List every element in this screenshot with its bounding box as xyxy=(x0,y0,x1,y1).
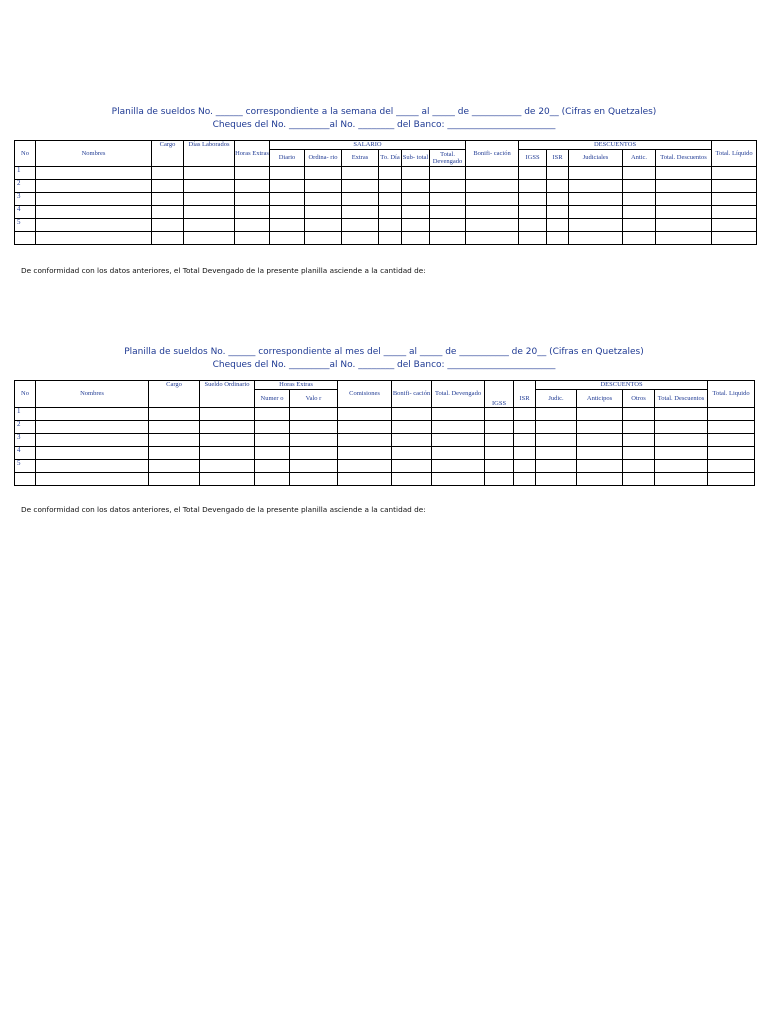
table-cell[interactable] xyxy=(402,206,430,219)
table-cell[interactable] xyxy=(432,473,485,486)
table-cell[interactable] xyxy=(149,460,200,473)
table-row xyxy=(15,460,755,473)
table-cell[interactable] xyxy=(466,206,519,219)
table-cell[interactable] xyxy=(655,460,708,473)
table-cell[interactable] xyxy=(656,193,712,206)
table-cell[interactable] xyxy=(36,460,149,473)
table-cell[interactable] xyxy=(547,219,569,232)
table-cell[interactable] xyxy=(430,180,466,193)
table-cell[interactable] xyxy=(712,167,757,180)
table-cell[interactable] xyxy=(514,473,536,486)
table-cell[interactable] xyxy=(430,193,466,206)
table-cell[interactable] xyxy=(290,460,338,473)
table-cell[interactable] xyxy=(305,193,342,206)
table-cell[interactable] xyxy=(379,206,402,219)
header-judic: Judic. xyxy=(536,390,577,408)
table-cell[interactable] xyxy=(342,167,379,180)
table-cell[interactable] xyxy=(255,408,290,421)
table-cell[interactable] xyxy=(623,460,655,473)
table-cell[interactable] xyxy=(485,421,514,434)
row-number xyxy=(15,473,36,486)
table-cell[interactable] xyxy=(623,421,655,434)
table-cell[interactable] xyxy=(547,232,569,245)
header-antic: Antic. xyxy=(623,150,656,167)
table-cell[interactable] xyxy=(392,408,432,421)
table-cell[interactable] xyxy=(569,180,623,193)
row-number: 1 xyxy=(15,408,36,421)
table-cell[interactable] xyxy=(432,434,485,447)
table-cell[interactable] xyxy=(708,473,755,486)
table-cell[interactable] xyxy=(623,206,656,219)
table-cell[interactable] xyxy=(656,167,712,180)
form1-table-body xyxy=(15,167,757,245)
table-cell[interactable] xyxy=(623,232,656,245)
table-cell[interactable] xyxy=(379,219,402,232)
header-descuentos-group: DESCUENTOS xyxy=(536,381,708,390)
table-cell[interactable] xyxy=(305,167,342,180)
table-cell[interactable] xyxy=(655,421,708,434)
header-total-liquido: Total. Liquido xyxy=(708,381,755,408)
table-cell[interactable] xyxy=(290,421,338,434)
table-cell[interactable] xyxy=(270,167,305,180)
header-nombres: Nombres xyxy=(36,381,149,408)
table-cell[interactable] xyxy=(36,408,149,421)
header-dias-laborados: Días Laborados xyxy=(184,141,235,167)
table-cell[interactable] xyxy=(338,434,392,447)
table-cell[interactable] xyxy=(270,232,305,245)
table-cell[interactable] xyxy=(514,434,536,447)
table-cell[interactable] xyxy=(392,421,432,434)
table-cell[interactable] xyxy=(466,219,519,232)
header-cargo: Cargo xyxy=(149,381,200,408)
table-row xyxy=(15,193,757,206)
table-cell[interactable] xyxy=(712,180,757,193)
row-number: 5 xyxy=(15,219,36,232)
table-cell[interactable] xyxy=(569,232,623,245)
table-cell[interactable] xyxy=(305,232,342,245)
header-bonificacion: Bonifi- cación xyxy=(392,381,432,408)
table-cell[interactable] xyxy=(577,434,623,447)
form1-note: De conformidad con los datos anteriores, el Total Devengado de la presente planilla asciende a la cantidad de: xyxy=(21,266,426,275)
table-cell[interactable] xyxy=(655,473,708,486)
table-cell[interactable] xyxy=(338,408,392,421)
table-cell[interactable] xyxy=(235,167,270,180)
table-cell[interactable] xyxy=(402,167,430,180)
table-cell[interactable] xyxy=(519,219,547,232)
table-cell[interactable] xyxy=(519,180,547,193)
table-cell[interactable] xyxy=(342,232,379,245)
table-cell[interactable] xyxy=(569,206,623,219)
table-row xyxy=(15,206,757,219)
table-cell[interactable] xyxy=(712,219,757,232)
table-cell[interactable] xyxy=(569,219,623,232)
table-cell[interactable] xyxy=(485,473,514,486)
table-cell[interactable] xyxy=(623,473,655,486)
table-cell[interactable] xyxy=(402,219,430,232)
form2-table xyxy=(14,380,755,486)
table-cell[interactable] xyxy=(338,421,392,434)
table-cell[interactable] xyxy=(623,219,656,232)
table-row xyxy=(15,232,757,245)
table-cell[interactable] xyxy=(255,434,290,447)
header-igss: IGSS xyxy=(519,150,547,167)
table-cell[interactable] xyxy=(656,180,712,193)
table-cell[interactable] xyxy=(577,408,623,421)
table-cell[interactable] xyxy=(149,434,200,447)
header-isr: ISR xyxy=(514,390,536,408)
header-total-devengado: Total. Devengado xyxy=(432,381,485,408)
table-cell[interactable] xyxy=(655,408,708,421)
table-cell[interactable] xyxy=(514,421,536,434)
table-cell[interactable] xyxy=(485,447,514,460)
table-cell[interactable] xyxy=(338,473,392,486)
table-cell[interactable] xyxy=(342,206,379,219)
form2-title-line1: Planilla de sueldos No. ______ correspondiente al mes del _____ al _____ de ___________ de 20__ (Cifras en Quetzales) xyxy=(124,347,644,357)
table-cell[interactable] xyxy=(623,447,655,460)
table-cell[interactable] xyxy=(305,180,342,193)
table-cell[interactable] xyxy=(577,421,623,434)
table-row xyxy=(15,447,755,460)
table-cell[interactable] xyxy=(430,167,466,180)
table-cell[interactable] xyxy=(536,460,577,473)
table-cell[interactable] xyxy=(712,206,757,219)
table-cell[interactable] xyxy=(656,206,712,219)
table-cell[interactable] xyxy=(577,460,623,473)
table-cell[interactable] xyxy=(514,460,536,473)
table-cell[interactable] xyxy=(402,193,430,206)
row-number: 1 xyxy=(15,167,36,180)
table-cell[interactable] xyxy=(392,447,432,460)
table-cell[interactable] xyxy=(485,434,514,447)
table-cell[interactable] xyxy=(430,219,466,232)
table-cell[interactable] xyxy=(392,473,432,486)
table-cell[interactable] xyxy=(514,408,536,421)
table-cell[interactable] xyxy=(402,180,430,193)
table-cell[interactable] xyxy=(379,167,402,180)
table-cell[interactable] xyxy=(402,232,430,245)
table-cell[interactable] xyxy=(536,408,577,421)
row-number: 2 xyxy=(15,180,36,193)
header-judiciales: Judiciales xyxy=(569,150,623,167)
table-cell[interactable] xyxy=(184,232,235,245)
table-row xyxy=(15,408,755,421)
table-cell[interactable] xyxy=(547,206,569,219)
table-cell[interactable] xyxy=(338,447,392,460)
table-cell[interactable] xyxy=(152,206,184,219)
table-cell[interactable] xyxy=(466,180,519,193)
header-anticipos: Anticipos xyxy=(577,390,623,408)
table-cell[interactable] xyxy=(270,219,305,232)
table-cell[interactable] xyxy=(623,193,656,206)
table-cell[interactable] xyxy=(200,447,255,460)
table-cell[interactable] xyxy=(466,193,519,206)
header-no: No xyxy=(15,141,36,167)
table-cell[interactable] xyxy=(255,421,290,434)
header-descuentos-group: DESCUENTOS xyxy=(519,141,712,150)
table-cell[interactable] xyxy=(623,180,656,193)
table-cell[interactable] xyxy=(655,434,708,447)
table-cell[interactable] xyxy=(656,232,712,245)
table-cell[interactable] xyxy=(235,180,270,193)
row-number: 3 xyxy=(15,434,36,447)
header-numero: Numer o xyxy=(255,390,290,408)
header-valor: Valo r xyxy=(290,390,338,408)
table-cell[interactable] xyxy=(485,408,514,421)
table-cell[interactable] xyxy=(36,206,152,219)
table-cell[interactable] xyxy=(708,434,755,447)
table-cell[interactable] xyxy=(577,473,623,486)
header-otros: Otros xyxy=(623,390,655,408)
table-cell[interactable] xyxy=(184,193,235,206)
table-row xyxy=(15,473,755,486)
table-cell[interactable] xyxy=(270,206,305,219)
table-cell[interactable] xyxy=(392,460,432,473)
table-cell[interactable] xyxy=(342,180,379,193)
table-cell[interactable] xyxy=(569,167,623,180)
table-cell[interactable] xyxy=(712,193,757,206)
form1-title-line1: Planilla de sueldos No. ______ correspondiente a la semana del _____ al _____ de ___________ de 20__ (Cifras en Quetzales) xyxy=(111,107,657,117)
table-cell[interactable] xyxy=(149,421,200,434)
header-ordinario: Ordina- rio xyxy=(305,150,342,167)
form2-title-line2: Cheques del No. _________al No. ________ del Banco: ________________________ xyxy=(212,360,556,370)
table-cell[interactable] xyxy=(235,219,270,232)
table-cell[interactable] xyxy=(152,193,184,206)
table-cell[interactable] xyxy=(184,219,235,232)
table-cell[interactable] xyxy=(379,193,402,206)
table-cell[interactable] xyxy=(519,232,547,245)
table-cell[interactable] xyxy=(184,180,235,193)
table-cell[interactable] xyxy=(712,232,757,245)
table-cell[interactable] xyxy=(466,232,519,245)
header-total-descuentos: Total. Descuentos xyxy=(655,390,708,408)
table-cell[interactable] xyxy=(547,180,569,193)
table-cell[interactable] xyxy=(200,421,255,434)
table-cell[interactable] xyxy=(255,447,290,460)
header-total-devengado: Total. Devengado xyxy=(430,150,466,167)
table-cell[interactable] xyxy=(36,434,149,447)
table-cell[interactable] xyxy=(708,447,755,460)
table-cell[interactable] xyxy=(152,219,184,232)
table-cell[interactable] xyxy=(623,167,656,180)
table-cell[interactable] xyxy=(184,167,235,180)
table-cell[interactable] xyxy=(536,447,577,460)
table-cell[interactable] xyxy=(36,167,152,180)
header-cargo: Cargo xyxy=(152,141,184,167)
table-cell[interactable] xyxy=(36,219,152,232)
row-number: 5 xyxy=(15,460,36,473)
table-cell[interactable] xyxy=(152,232,184,245)
table-cell[interactable] xyxy=(200,460,255,473)
table-cell[interactable] xyxy=(514,447,536,460)
header-isr: ISR xyxy=(547,150,569,167)
table-cell[interactable] xyxy=(519,167,547,180)
table-cell[interactable] xyxy=(485,460,514,473)
header-extras: Extras xyxy=(342,150,379,167)
header-sueldo-ordinario: Sueldo Ordinario xyxy=(200,381,255,408)
table-cell[interactable] xyxy=(305,206,342,219)
table-cell[interactable] xyxy=(466,167,519,180)
table-cell[interactable] xyxy=(656,219,712,232)
table-cell[interactable] xyxy=(547,167,569,180)
table-cell[interactable] xyxy=(623,408,655,421)
table-cell[interactable] xyxy=(432,408,485,421)
header-total-descuentos: Total. Descuentos xyxy=(656,150,712,167)
table-cell[interactable] xyxy=(519,206,547,219)
table-cell[interactable] xyxy=(149,473,200,486)
table-row xyxy=(15,421,755,434)
header-horas-extras-group: Horas Extras xyxy=(255,381,338,390)
table-row xyxy=(15,180,757,193)
table-cell[interactable] xyxy=(200,408,255,421)
table-cell[interactable] xyxy=(152,167,184,180)
row-number: 4 xyxy=(15,447,36,460)
table-cell[interactable] xyxy=(152,180,184,193)
header-nombres: Nombres xyxy=(36,141,152,167)
table-cell[interactable] xyxy=(270,193,305,206)
table-cell[interactable] xyxy=(430,232,466,245)
table-cell[interactable] xyxy=(305,219,342,232)
table-cell[interactable] xyxy=(36,180,152,193)
header-total-liquido: Total. Líquido xyxy=(712,141,757,167)
row-number: 4 xyxy=(15,206,36,219)
table-cell[interactable] xyxy=(290,473,338,486)
table-cell[interactable] xyxy=(184,206,235,219)
table-cell[interactable] xyxy=(235,206,270,219)
form1-table xyxy=(14,140,757,245)
header-bonificacion: Bonifi- cación xyxy=(466,141,519,167)
table-row xyxy=(15,219,757,232)
table-cell[interactable] xyxy=(379,180,402,193)
table-cell[interactable] xyxy=(547,193,569,206)
table-cell[interactable] xyxy=(432,447,485,460)
table-cell[interactable] xyxy=(569,193,623,206)
table-cell[interactable] xyxy=(519,193,547,206)
header-salario-group: SALARIO xyxy=(270,141,466,150)
table-cell[interactable] xyxy=(536,421,577,434)
table-cell[interactable] xyxy=(708,408,755,421)
header-to-dia: To. Día xyxy=(379,150,402,167)
table-cell[interactable] xyxy=(536,434,577,447)
table-cell[interactable] xyxy=(36,193,152,206)
header-diario: Diario xyxy=(270,150,305,167)
table-cell[interactable] xyxy=(235,232,270,245)
table-cell[interactable] xyxy=(708,460,755,473)
table-cell[interactable] xyxy=(432,460,485,473)
header-comisiones: Comisiones xyxy=(338,381,392,408)
table-cell[interactable] xyxy=(655,447,708,460)
row-number xyxy=(15,232,36,245)
table-cell[interactable] xyxy=(36,447,149,460)
table-cell[interactable] xyxy=(290,447,338,460)
header-igss: IGSS xyxy=(485,381,514,408)
table-cell[interactable] xyxy=(342,219,379,232)
table-cell[interactable] xyxy=(149,408,200,421)
table-cell[interactable] xyxy=(290,434,338,447)
table-cell[interactable] xyxy=(149,447,200,460)
row-number: 2 xyxy=(15,421,36,434)
form2-table-body xyxy=(15,408,755,486)
table-cell[interactable] xyxy=(255,460,290,473)
table-cell[interactable] xyxy=(36,473,149,486)
table-cell[interactable] xyxy=(379,232,402,245)
header-isr-top xyxy=(514,381,536,390)
table-cell[interactable] xyxy=(623,434,655,447)
table-cell[interactable] xyxy=(36,232,152,245)
table-cell[interactable] xyxy=(536,473,577,486)
table-cell[interactable] xyxy=(255,473,290,486)
header-no: No xyxy=(15,381,36,408)
row-number: 3 xyxy=(15,193,36,206)
table-cell[interactable] xyxy=(708,421,755,434)
table-cell[interactable] xyxy=(270,180,305,193)
table-cell[interactable] xyxy=(342,193,379,206)
table-cell[interactable] xyxy=(235,193,270,206)
header-horas-extras: Horas Extras xyxy=(235,141,270,167)
table-row xyxy=(15,434,755,447)
table-cell[interactable] xyxy=(392,434,432,447)
table-cell[interactable] xyxy=(577,447,623,460)
table-cell[interactable] xyxy=(432,421,485,434)
table-cell[interactable] xyxy=(338,460,392,473)
table-cell[interactable] xyxy=(200,434,255,447)
form1-title-line2: Cheques del No. _________al No. ________ del Banco: ________________________ xyxy=(212,120,556,130)
table-row xyxy=(15,167,757,180)
table-cell[interactable] xyxy=(430,206,466,219)
table-cell[interactable] xyxy=(36,421,149,434)
table-cell[interactable] xyxy=(200,473,255,486)
table-cell[interactable] xyxy=(290,408,338,421)
header-sub-total: Sub- total xyxy=(402,150,430,167)
form2-note: De conformidad con los datos anteriores, el Total Devengado de la presente planilla asciende a la cantidad de: xyxy=(21,505,426,514)
